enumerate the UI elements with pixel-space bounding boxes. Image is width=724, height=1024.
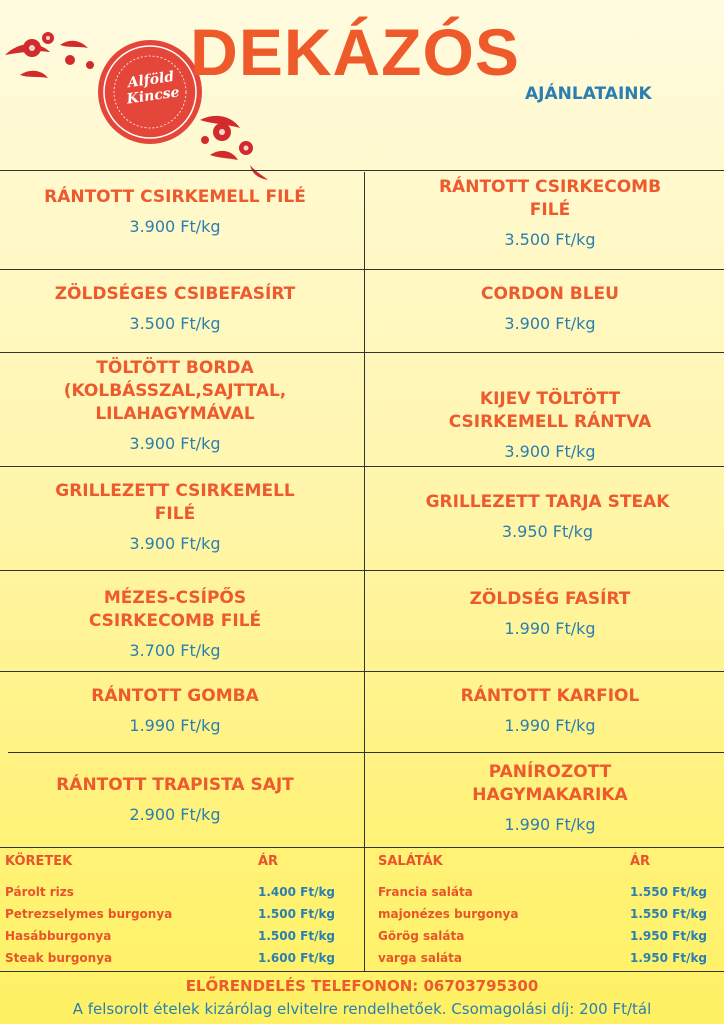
salatak-item-name: varga saláta bbox=[378, 951, 462, 965]
item-price: 1.990 Ft/kg bbox=[129, 716, 221, 735]
item-name: KIJEV TÖLTÖTT CSIRKEMELL RÁNTVA bbox=[448, 389, 652, 432]
salatak-price-header: ÁR bbox=[630, 854, 651, 869]
item-name: GRILLEZETT CSIRKEMELL FILÉ bbox=[55, 481, 295, 524]
item-name: PANÍROZOTT HAGYMAKARIKA bbox=[472, 762, 628, 805]
menu-item bbox=[395, 588, 705, 638]
divider bbox=[0, 269, 724, 270]
item-name: RÁNTOTT TRAPISTA SAJT bbox=[56, 775, 294, 795]
menu-item bbox=[20, 357, 330, 453]
item-name: MÉZES-CSÍPŐS CSIRKECOMB FILÉ bbox=[88, 588, 262, 631]
menu-item bbox=[20, 774, 330, 824]
menu-item bbox=[20, 283, 330, 333]
item-price: 1.990 Ft/kg bbox=[504, 815, 596, 834]
page-subtitle: AJÁNLATAINK bbox=[525, 84, 652, 104]
item-name: ZÖLDSÉGES CSIBEFASÍRT bbox=[54, 284, 296, 304]
item-name: GRILLEZETT TARJA STEAK bbox=[425, 492, 670, 512]
divider bbox=[0, 847, 724, 848]
item-price: 3.950 Ft/kg bbox=[501, 522, 594, 541]
menu-item bbox=[395, 176, 705, 249]
menu-item bbox=[395, 685, 705, 735]
menu-item bbox=[375, 491, 720, 541]
phone-line: ELŐRENDELÉS TELEFONON: 06703795300 bbox=[185, 977, 539, 995]
item-price: 3.900 Ft/kg bbox=[129, 434, 221, 453]
koretek-item-name: Steak burgonya bbox=[5, 951, 113, 965]
koretek-item-price: 1.600 Ft/kg bbox=[258, 951, 336, 965]
menu-item bbox=[20, 186, 330, 236]
koretek-header: KÖRETEK bbox=[5, 854, 73, 869]
salatak-item-price: 1.950 Ft/kg bbox=[630, 929, 708, 943]
item-price: 1.990 Ft/kg bbox=[504, 619, 596, 638]
divider bbox=[0, 671, 724, 672]
salatak-header: SALÁTÁK bbox=[378, 854, 443, 869]
salatak-item-name: majonézes burgonya bbox=[378, 907, 519, 921]
salatak-item-price: 1.550 Ft/kg bbox=[630, 885, 708, 899]
item-price: 3.700 Ft/kg bbox=[129, 641, 221, 660]
item-name: RÁNTOTT CSIRKEMELL FILÉ bbox=[44, 187, 306, 207]
column-divider bbox=[364, 172, 365, 972]
menu-item bbox=[395, 761, 705, 834]
item-name: CORDON BLEU bbox=[481, 284, 619, 304]
koretek-item-price: 1.500 Ft/kg bbox=[258, 907, 336, 921]
salatak-item-name: Görög saláta bbox=[378, 929, 465, 943]
koretek-item-price: 1.400 Ft/kg bbox=[258, 885, 336, 899]
divider bbox=[8, 752, 724, 753]
salatak-item-price: 1.950 Ft/kg bbox=[630, 951, 708, 965]
menu-item bbox=[20, 587, 330, 660]
menu-item bbox=[20, 685, 330, 735]
menu-item bbox=[395, 283, 705, 333]
item-price: 3.900 Ft/kg bbox=[504, 314, 596, 333]
salatak-item-name: Francia saláta bbox=[378, 885, 473, 899]
koretek-item-price: 1.500 Ft/kg bbox=[258, 929, 336, 943]
koretek-item-name: Petrezselymes burgonya bbox=[5, 907, 173, 921]
item-price: 3.900 Ft/kg bbox=[129, 534, 221, 553]
menu-item bbox=[395, 388, 705, 461]
item-name: RÁNTOTT CSIRKECOMB FILÉ bbox=[438, 177, 662, 220]
item-name: ZÖLDSÉG FASÍRT bbox=[469, 589, 631, 609]
menu-item bbox=[20, 480, 330, 553]
logo-text: Alföld Kincse bbox=[125, 68, 181, 108]
item-name: TÖLTÖTT BORDA (KOLBÁSSZAL,SAJTTAL, LILAHAGYMÁVAL bbox=[63, 358, 287, 424]
item-price: 3.500 Ft/kg bbox=[504, 230, 596, 249]
koretek-item-name: Hasábburgonya bbox=[5, 929, 112, 943]
divider bbox=[0, 352, 724, 353]
page-title: DEKÁZÓS bbox=[190, 15, 520, 89]
item-price: 3.900 Ft/kg bbox=[504, 442, 596, 461]
item-name: RÁNTOTT KARFIOL bbox=[460, 686, 640, 706]
footer-note: A felsorolt ételek kizárólag elvitelre rendelhetőek. Csomagolási díj: 200 Ft/tál bbox=[72, 1000, 652, 1018]
item-price: 3.500 Ft/kg bbox=[129, 314, 221, 333]
item-price: 2.900 Ft/kg bbox=[129, 805, 221, 824]
divider bbox=[0, 570, 724, 571]
item-price: 1.990 Ft/kg bbox=[504, 716, 596, 735]
divider bbox=[0, 971, 724, 972]
item-name: RÁNTOTT GOMBA bbox=[91, 686, 259, 706]
koretek-item-name: Párolt rizs bbox=[5, 885, 74, 899]
divider bbox=[0, 170, 724, 171]
divider bbox=[0, 466, 724, 467]
koretek-price-header: ÁR bbox=[258, 854, 279, 869]
item-price: 3.900 Ft/kg bbox=[129, 217, 221, 236]
salatak-item-price: 1.550 Ft/kg bbox=[630, 907, 708, 921]
